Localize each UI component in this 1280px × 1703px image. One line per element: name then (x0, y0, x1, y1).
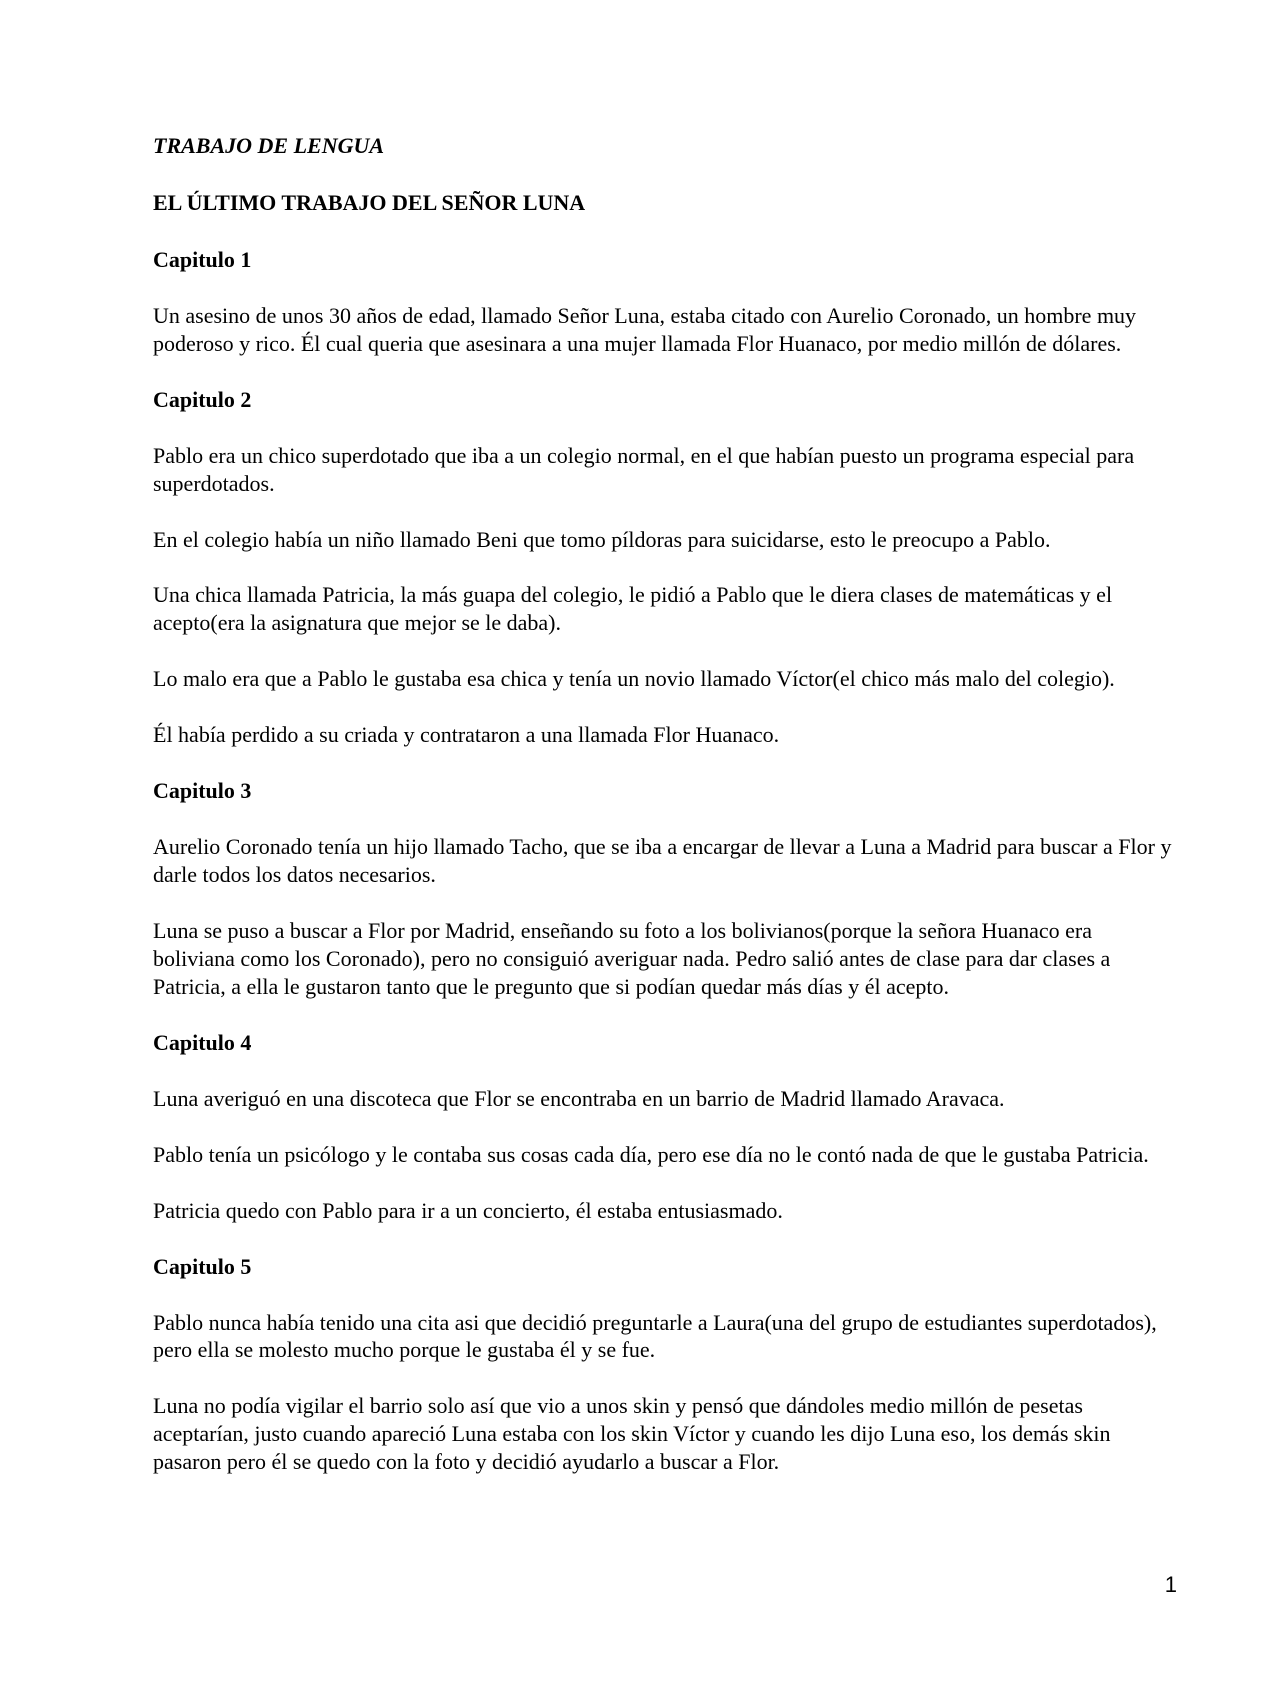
chapter-4 (153, 1029, 1173, 1225)
document-body (153, 132, 1173, 1504)
chapter-heading: Capitulo 2 (153, 386, 252, 412)
paragraph: Pablo nunca había tenido una cita asi que decidió preguntarle a Laura(una del grupo de estudiantes superdotados), pero ella se molesto mucho porque le gustaba él y se fue. (153, 1309, 1157, 1363)
chapter-heading: Capitulo 1 (153, 246, 252, 272)
page-number: 1 (1164, 1572, 1177, 1597)
chapter-2 (153, 386, 1173, 750)
chapter-heading: Capitulo 3 (153, 778, 252, 804)
chapter-heading: Capitulo 5 (153, 1253, 252, 1279)
chapter-heading: Capitulo 4 (153, 1029, 252, 1055)
story-title: EL ÚLTIMO TRABAJO DEL SEÑOR LUNA (153, 189, 586, 215)
paragraph: Él había perdido a su criada y contrataron a una llamada Flor Huanaco. (153, 722, 780, 748)
paragraph: Patricia quedo con Pablo para ir a un concierto, él estaba entusiasmado. (153, 1197, 783, 1223)
chapter-1 (153, 246, 1173, 358)
chapter-3 (153, 777, 1173, 1001)
paragraph: Un asesino de unos 30 años de edad, llamado Señor Luna, estaba citado con Aurelio Coronado, un hombre muy poderoso y rico. Él cual queria que asesinara a una mujer llamada Flor Huanaco, por medio millón de dólares. (153, 302, 1137, 356)
paragraph: Pablo tenía un psicólogo y le contaba sus cosas cada día, pero ese día no le contó nada de que le gustaba Patricia. (153, 1141, 1149, 1167)
paragraph: Lo malo era que a Pablo le gustaba esa chica y tenía un novio llamado Víctor(el chico más malo del colegio). (153, 666, 1115, 692)
paragraph: En el colegio había un niño llamado Beni que tomo píldoras para suicidarse, esto le preocupo a Pablo. (153, 526, 1051, 552)
document-title: TRABAJO DE LENGUA (153, 133, 385, 158)
paragraph: Luna se puso a buscar a Flor por Madrid, enseñando su foto a los bolivianos(porque la señora Huanaco era boliviana como los Coronado), pero no consiguió averiguar nada. Pedro salió antes de clase para dar clases a Patricia, a ella le gustaron tanto que le pregunto que si podían quedar más días y él acepto. (153, 918, 1111, 999)
paragraph: Aurelio Coronado tenía un hijo llamado Tacho, que se iba a encargar de llevar a Luna a Madrid para buscar a Flor y darle todos los datos necesarios. (153, 834, 1172, 888)
chapter-5 (153, 1253, 1173, 1477)
paragraph: Pablo era un chico superdotado que iba a un colegio normal, en el que habían puesto un programa especial para superdotados. (153, 442, 1135, 496)
paragraph: Una chica llamada Patricia, la más guapa del colegio, le pidió a Pablo que le diera clases de matemáticas y el acepto(era la asignatura que mejor se le daba). (153, 582, 1113, 636)
paragraph: Luna no podía vigilar el barrio solo así que vio a unos skin y pensó que dándoles medio millón de pesetas aceptarían, justo cuando apareció Luna estaba con los skin Víctor y cuando les dijo Luna eso, los demás skin pasaron pero él se quedo con la foto y decidió ayudarlo a buscar a Flor. (153, 1393, 1111, 1475)
paragraph: Luna averiguó en una discoteca que Flor se encontraba en un barrio de Madrid llamado Aravaca. (153, 1085, 1005, 1111)
